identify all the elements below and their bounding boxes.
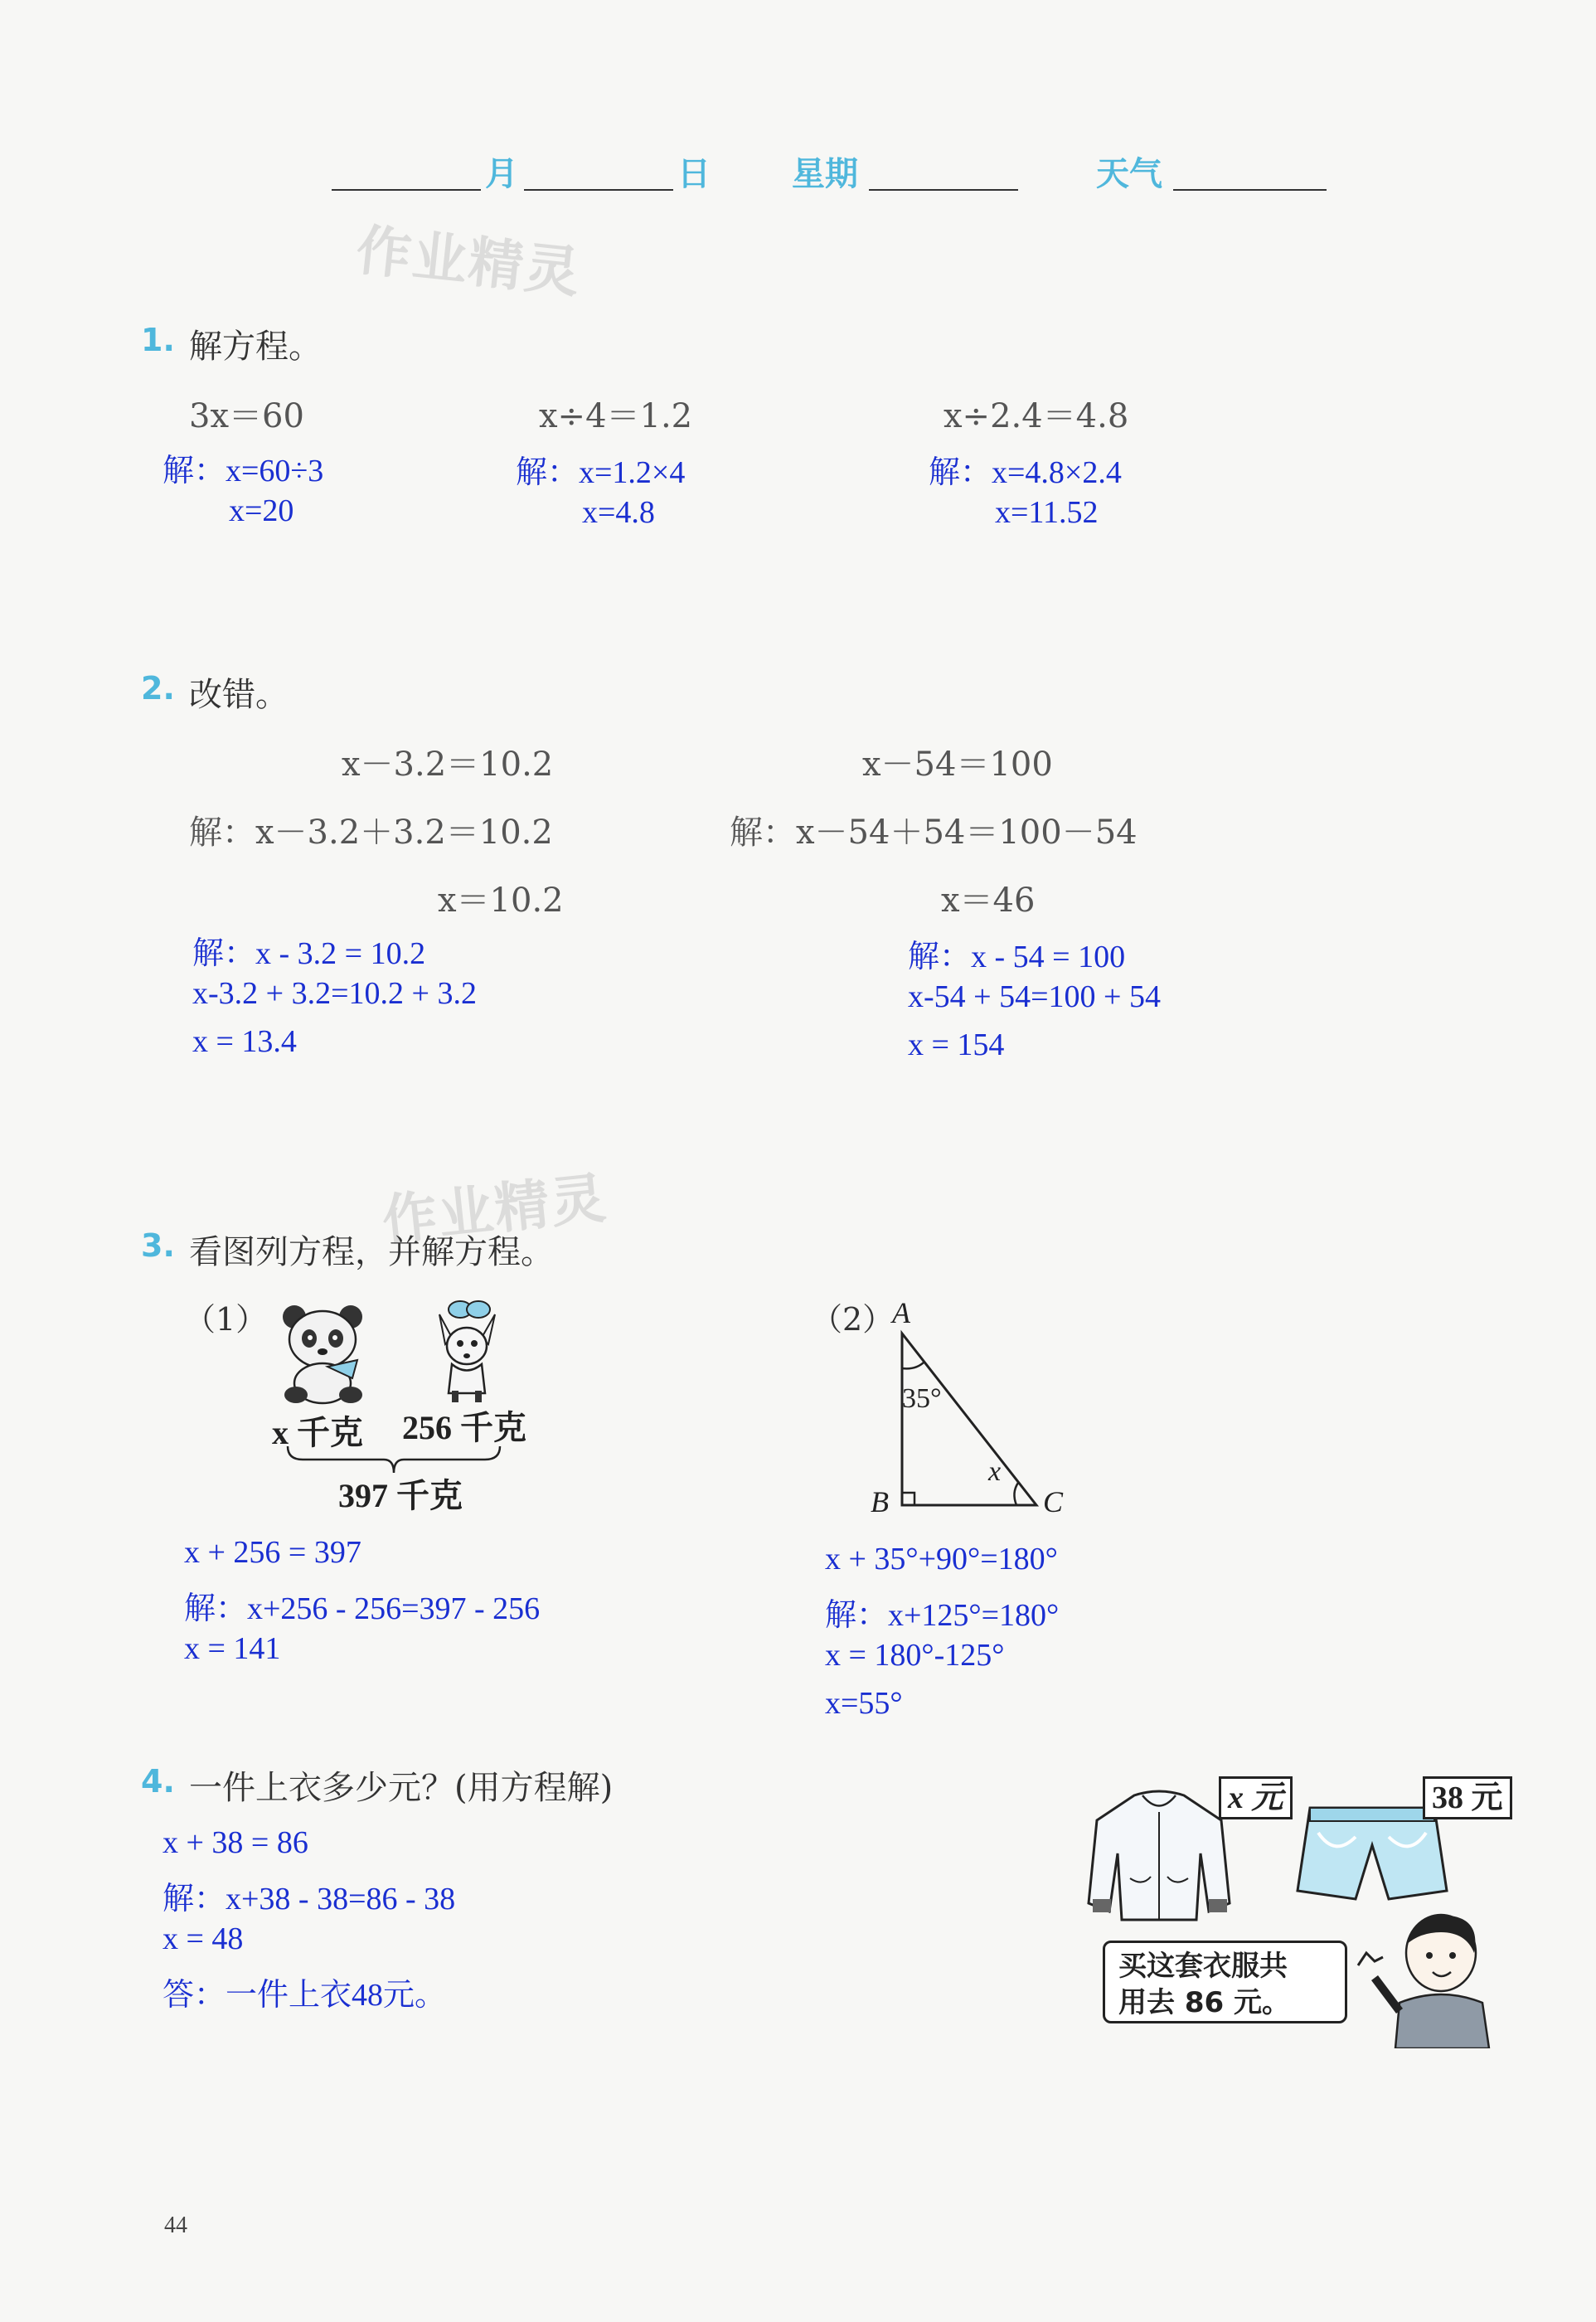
total-weight-label: 397 千克: [338, 1477, 463, 1514]
vertex-a-label: A: [892, 1296, 910, 1329]
panda-icon: [278, 1302, 369, 1406]
page-number: 44: [164, 2213, 187, 2238]
q2-number: 2.: [141, 670, 175, 707]
q1-eq-3: x÷2.4＝4.8: [944, 397, 1129, 435]
q3-part2-ans-2: 解：x+125°=180°: [825, 1598, 1060, 1633]
day-label: 日: [677, 155, 711, 193]
q1-ans-3a: 解：x=4.8×2.4: [929, 455, 1122, 490]
weekday-label: 星期: [792, 155, 858, 193]
q2-left-line3: x＝10.2: [438, 882, 564, 920]
q3-part1-ans-1: x + 256 = 397: [184, 1535, 361, 1570]
q3-part2-label: （2）: [811, 1301, 895, 1338]
month-blank[interactable]: [332, 189, 481, 191]
month-label: 月: [485, 155, 518, 193]
q1-title: 解方程。: [189, 328, 322, 366]
jacket-icon: [1084, 1787, 1234, 1928]
q2-left-ans-3: x = 13.4: [192, 1024, 297, 1059]
weather-label: 天气: [1096, 155, 1162, 193]
q3-part1-label: （1）: [184, 1301, 268, 1338]
vertex-c-label: C: [1043, 1485, 1064, 1518]
q3-number: 3.: [141, 1227, 175, 1264]
angle-x-label: x: [988, 1456, 1002, 1487]
bubble-line-1: 买这套衣服共: [1118, 1950, 1288, 1983]
q2-right-line3: x＝46: [941, 882, 1036, 920]
q2-left-ans-2: x-3.2 + 3.2=10.2 + 3.2: [192, 976, 477, 1011]
q1-ans-1b: x=20: [229, 493, 294, 528]
deer-icon: [427, 1298, 506, 1406]
watermark-top: 作业精灵: [353, 217, 585, 305]
deer-weight-label: 256 千克: [402, 1409, 526, 1446]
q3-part1-ans-2: 解：x+256 - 256=397 - 256: [184, 1591, 541, 1626]
q4-ans-1: x + 38 = 86: [163, 1825, 308, 1860]
q2-right-line1: x－54＝100: [862, 746, 1053, 784]
vertex-b-label: B: [871, 1485, 889, 1518]
q2-right-ans-2: x-54 + 54=100 + 54: [908, 979, 1161, 1014]
jacket-price-tag: x 元: [1219, 1776, 1293, 1819]
q1-ans-1a: 解：x=60÷3: [163, 454, 324, 488]
q2-right-ans-1: 解：x - 54 = 100: [908, 940, 1126, 974]
angle-a-value: 35°: [902, 1383, 942, 1414]
q4-ans-2: 解：x+38 - 38=86 - 38: [163, 1882, 456, 1916]
q2-right-ans-3: x = 154: [908, 1027, 1005, 1062]
q2-left-line2: 解：x－3.2＋3.2＝10.2: [189, 814, 553, 852]
q2-title: 改错。: [189, 676, 289, 714]
q4-number: 4.: [141, 1763, 175, 1800]
q4-ans-3: x = 48: [163, 1921, 244, 1956]
q2-left-line1: x－3.2＝10.2: [342, 746, 554, 784]
q1-ans-2b: x=4.8: [582, 495, 655, 530]
q2-right-line2: 解：x－54＋54＝100－54: [730, 814, 1138, 852]
bubble-line-2: 用去 86 元。: [1118, 1986, 1290, 2019]
q4-ans-4: 答：一件上衣48元。: [163, 1978, 447, 2013]
q3-title: 看图列方程，并解方程。: [189, 1233, 554, 1271]
q1-number: 1.: [141, 322, 175, 358]
day-blank[interactable]: [524, 189, 673, 191]
q3-part2-ans-4: x=55°: [825, 1686, 903, 1721]
q1-eq-1: 3x＝60: [189, 397, 304, 435]
q1-ans-3b: x=11.52: [995, 495, 1099, 530]
boy-icon: [1350, 1907, 1495, 2048]
q3-part2-ans-3: x = 180°-125°: [825, 1638, 1005, 1673]
q2-left-ans-1: 解：x - 3.2 = 10.2: [192, 936, 426, 971]
shorts-price-tag: 38 元: [1423, 1776, 1512, 1819]
weekday-blank[interactable]: [869, 189, 1018, 191]
watermark-middle: 作业精灵: [379, 1165, 610, 1253]
q3-part1-ans-3: x = 141: [184, 1631, 281, 1666]
weather-blank[interactable]: [1173, 189, 1327, 191]
q1-ans-2a: 解：x=1.2×4: [516, 455, 686, 490]
q3-part2-ans-1: x + 35°+90°=180°: [825, 1542, 1058, 1576]
speech-bubble: [1103, 1941, 1347, 2023]
q1-eq-2: x÷4＝1.2: [539, 397, 693, 435]
q4-title: 一件上衣多少元？(用方程解): [189, 1769, 614, 1807]
panda-weight-label: x 千克: [272, 1414, 363, 1451]
